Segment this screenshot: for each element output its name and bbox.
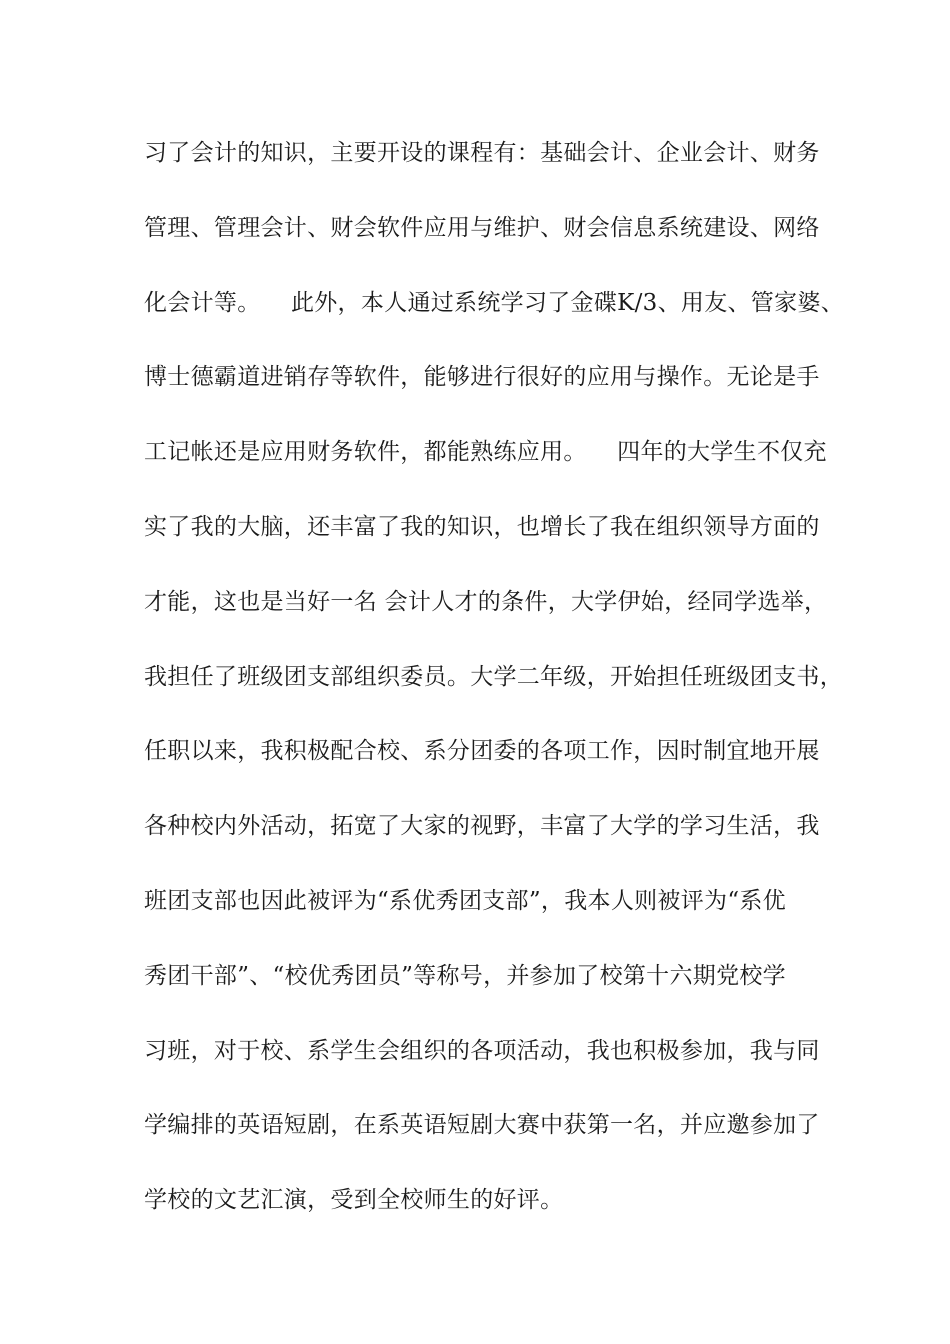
text-line: 管理、管理会计、财会软件应用与维护、财会信息系统建设、网络 [144,214,820,241]
text-line: 工记帐还是应用财务软件，都能熟练应用。 四年的大学生不仅充 [144,439,827,466]
text-line: 化会计等。 此外，本人通过系统学习了金碟K/3、用友、管家婆、 [144,289,845,316]
body-text [144,134,844,1256]
text-line: 才能，这也是当好一名 会计人才的条件，大学伊始，经同学选举， [144,588,828,615]
text-line: 实了我的大脑，还丰富了我的知识，也增长了我在组织领导方面的 [144,513,820,540]
text-line: 学校的文艺汇演，受到全校师生的好评。 [144,1187,564,1214]
text-line: 班团支部也因此被评为“系优秀团支部”，我本人则被评为“系优 [144,887,786,914]
text-line: 博士德霸道进销存等软件，能够进行很好的应用与操作。无论是手 [144,364,820,391]
text-line: 习了会计的知识，主要开设的课程有：基础会计、企业会计、财务 [144,140,820,166]
text-line: 我担任了班级团支部组织委员。大学二年级，开始担任班级团支书， [144,663,843,690]
text-line: 学编排的英语短剧，在系英语短剧大赛中获第一名，并应邀参加了 [144,1112,820,1139]
text-line: 各种校内外活动，拓宽了大家的视野，丰富了大学的学习生活，我 [144,813,820,840]
text-line: 任职以来，我积极配合校、系分团委的各项工作，因时制宜地开展 [144,738,820,765]
text-line: 习班，对于校、系学生会组织的各项活动，我也积极参加，我与同 [144,1037,820,1064]
text-line: 秀团干部”、“校优秀团员”等称号，并参加了校第十六期党校学 [144,962,786,989]
